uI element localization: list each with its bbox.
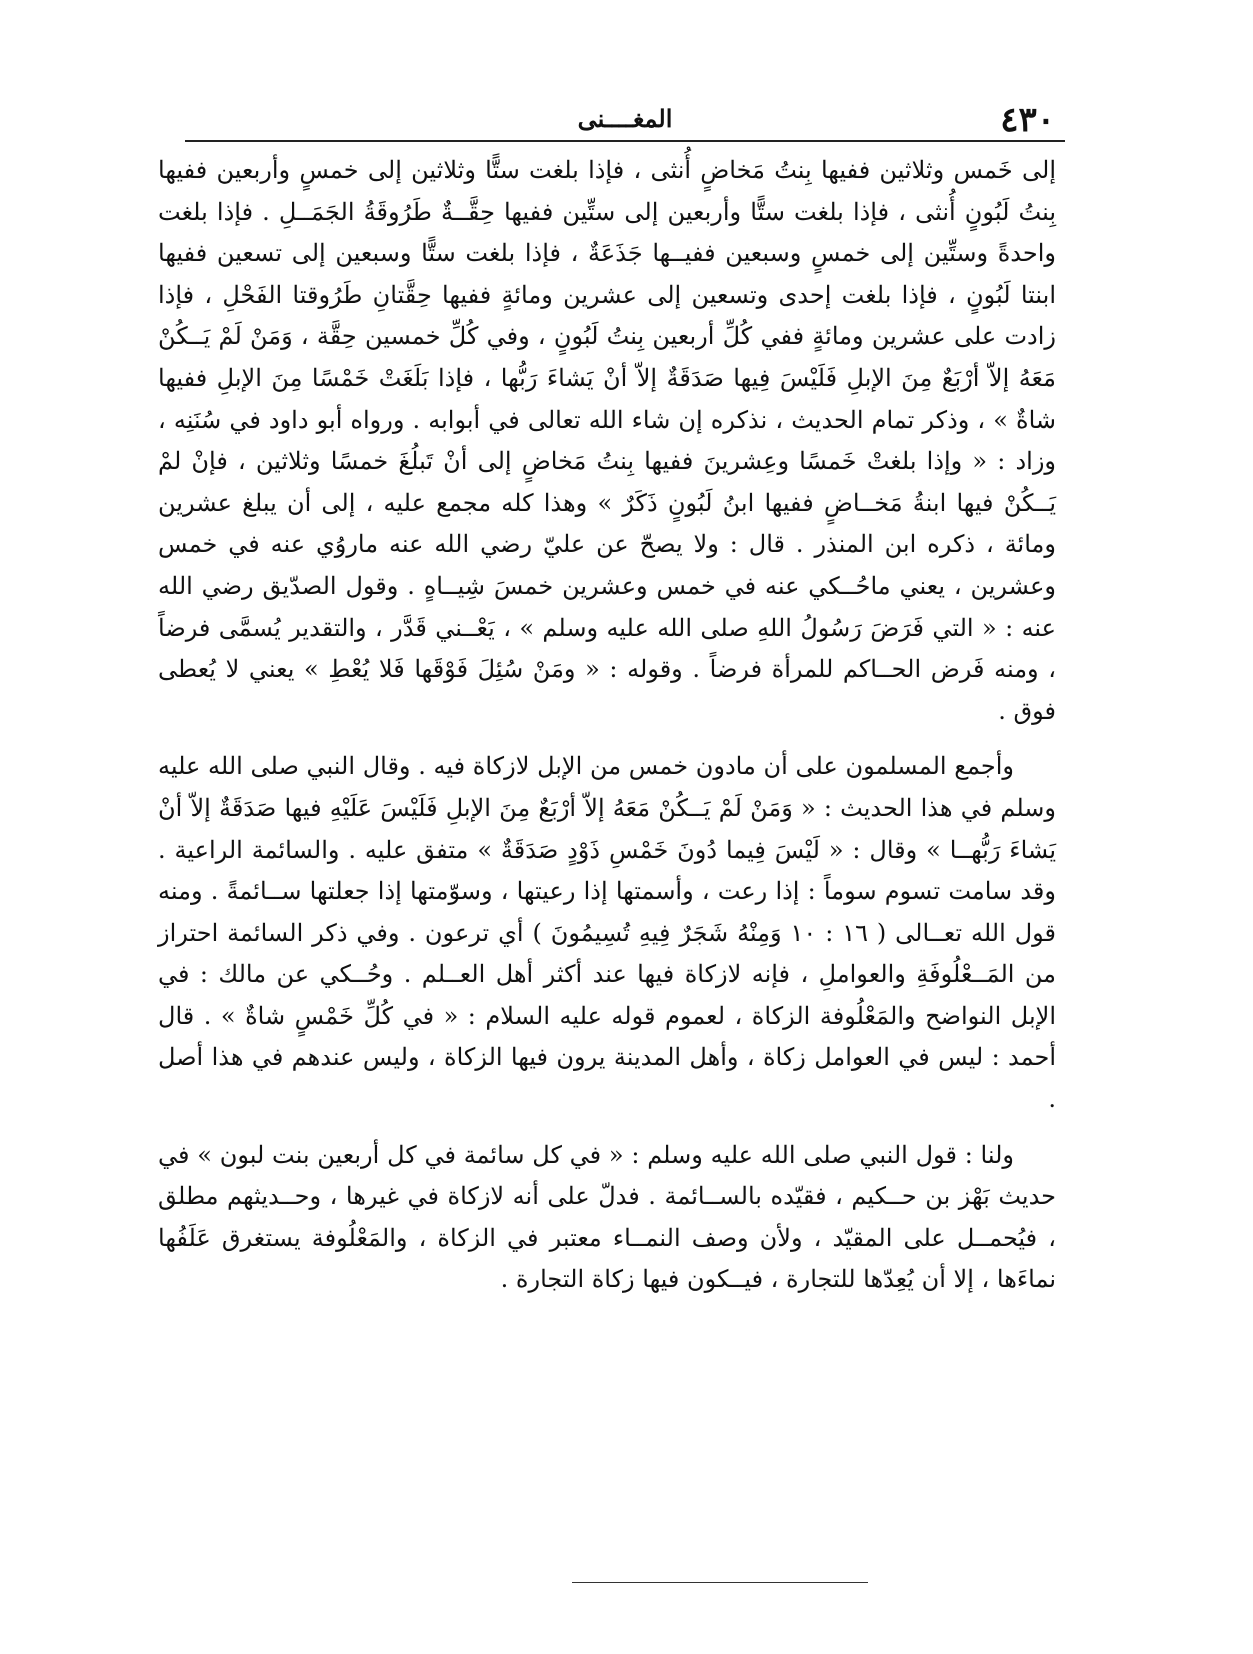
running-title: المغــــنى (577, 104, 673, 133)
page-header (185, 92, 1065, 142)
text-body (158, 150, 1056, 1301)
header-rule (185, 140, 1065, 142)
paragraph-1: إلى خَمس وثلاثين ففيها بِنتُ مَخاضٍ أُنثى ، فإذا بلغت ستًّا وثلاثين إلى خمسٍ وأربعين ففيها بِنتُ لَبُونٍ أُنثى ، فإذا بلغت ستًّا وأربعين إلى ستِّين ففيها حِقَّــةٌ طَرُوقَةُ الجَمَــلِ . فإذا بلغت واحدةً وستِّين إلى خمسٍ وسبعين ففيــها جَذَعَةٌ ، فإذا بلغت ستًّا وسبعين إلى تسعين ففيها ابنتا لَبُونٍ ، فإذا بلغت إحدى وتسعين إلى عشرين ومائةٍ ففيها حِقَّتانِ طَرُوقتا الفَحْلِ ، فإذا زادت على عشرين ومائةٍ ففي كُلِّ أربعين بِنتُ لَبُونٍ ، وفي كُلِّ خمسين حِقَّة ، وَمَنْ لَمْ يَــكُنْ مَعَهُ إلاّ أرْبَعٌ مِنَ الإبلِ فَلَيْسَ فِيها صَدَقَةٌ إلاّ أنْ يَشاءَ رَبُّها ، فإذا بَلَغَتْ خَمْسًا مِنَ الإبلِ ففيها شاةٌ » ، وذكر تمام الحديث ، نذكره إن شاء الله تعالى في أبوابه . ورواه أبو داود في سُنَنِه ، وزاد : « وإذا بلغتْ خَمسًا وعِشرينَ ففيها بِنتُ مَخاضٍ إلى أنْ تَبلُغَ خمسًا وثلاثين ، فإنْ لمْ يَــكُنْ فيها ابنةُ مَخــاضٍ ففيها ابنُ لَبُونٍ ذَكَرٌ » وهذا كله مجمع عليه ، إلى أن يبلغ عشرين ومائة ، ذكره ابن المنذر . قال : ولا يصحّ عن عليّ رضي الله عنه ماروُي عنه في خمس وعشرين ، يعني ماحُــكي عنه في خمس وعشرين خمسَ شِيــاهٍ . وقول الصدّيق رضي الله عنه : « التي فَرَضَ رَسُولُ اللهِ صلى الله عليه وسلم » ، يَعْــني قَدَّر ، والتقدير يُسمَّى فرضاً ، ومنه فَرض الحــاكم للمرأة فرضاً . وقوله : « ومَنْ سُئِلَ فَوْقَها فَلا يُعْطِ » يعني لا يُعطى فوق . (158, 156, 1057, 725)
paragraph-3: ولنا : قول النبي صلى الله عليه وسلم : « في كل سائمة في كل أربعين بنت لبون » في حديث بَهْز بن حــكيم ، فقيّده بالســائمة . فدلّ على أنه لازكاة في غيرها ، وحــديثهم مطلق ، فيُحمــل على المقيّد ، ولأن وصف النمــاء معتبر في الزكاة ، والمَعْلُوفة يستغرق عَلَفُها نماءَها ، إلا أن يُعِدّها للتجارة ، فيــكون فيها زكاة التجارة . (158, 1140, 1056, 1294)
footer-rule (572, 1582, 868, 1583)
paragraph-2: وأجمع المسلمون على أن مادون خمس من الإبل لازكاة فيه . وقال النبي صلى الله عليه وسلم في هذا الحديث : « وَمَنْ لَمْ يَــكُنْ مَعَهُ إلاّ أرْبَعٌ مِنَ الإبلِ فَلَيْسَ عَلَيْهِ فيها صَدَقَةٌ إلاّ أنْ يَشاءَ رَبُّهــا » وقال : « لَيْسَ فِيما دُونَ خَمْسِ ذَوْدٍ صَدَقَةٌ » متفق عليه . والسائمة الراعية . وقد سامت تسوم سوماً : إذا رعت ، وأسمتها إذا رعيتها ، وسوّمتها إذا جعلتها ســائمةً . ومنه قول الله تعــالى ( ١٦ : ١٠ وَمِنْهُ شَجَرٌ فِيهِ تُسِيمُونَ ) أي ترعون . وفي ذكر السائمة احتراز من المَــعْلُوفَةِ والعواملِ ، فإنه لازكاة فيها عند أكثر أهل العــلم . وحُــكي عن مالك : في الإبل النواضح والمَعْلُوفة الزكاة ، لعموم قوله عليه السلام : « في كُلِّ خَمْسٍ شاةٌ » . قال أحمد : ليس في العوامل زكاة ، وأهل المدينة يرون فيها الزكاة ، وليس عندهم في هذا أصل . (158, 752, 1057, 1114)
page-number: ٤٣٠ (1000, 100, 1055, 140)
